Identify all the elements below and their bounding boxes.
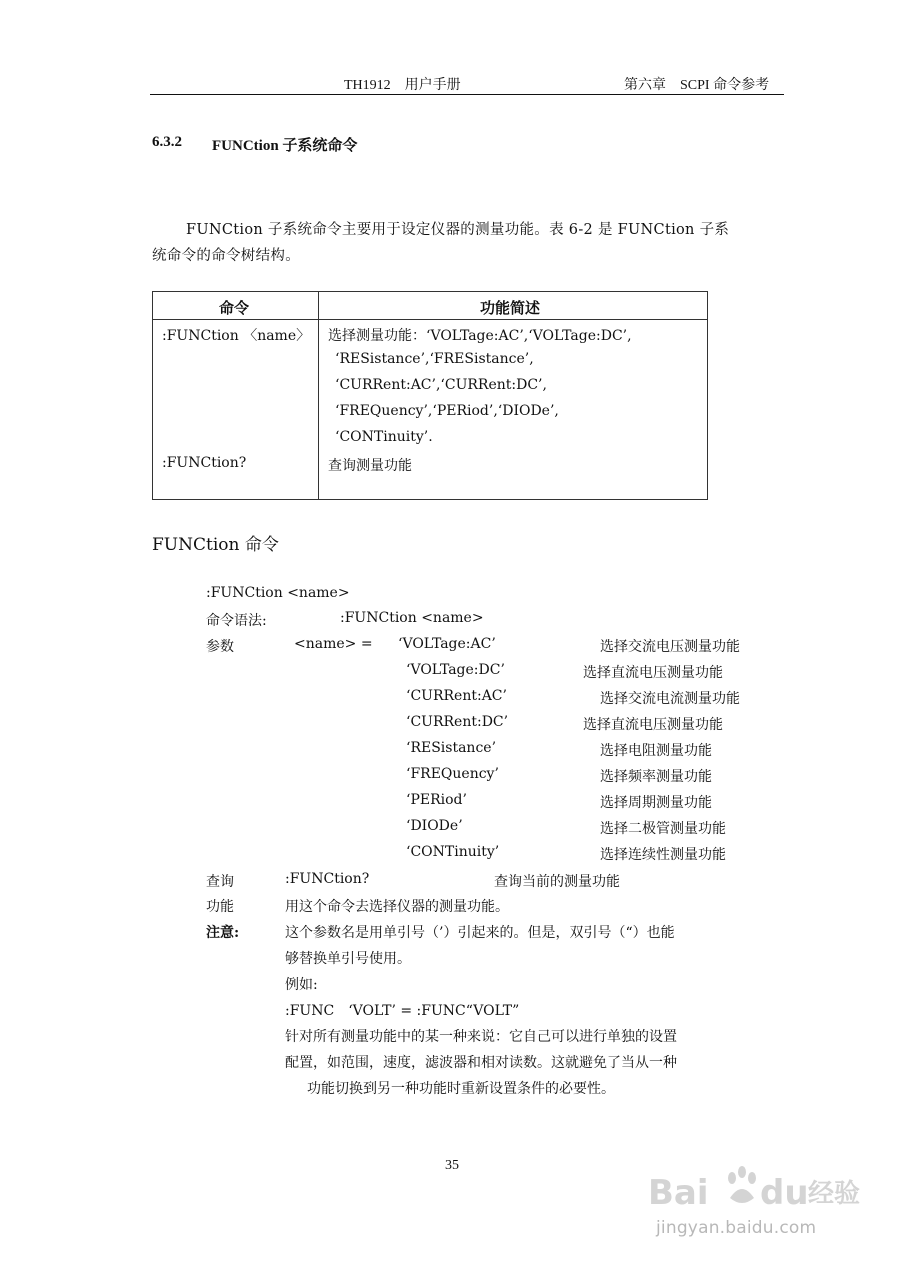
table-cell-desc-line: 选择测量功能：‘VOLTage:AC’,‘VOLTage:DC’,: [328, 328, 632, 344]
param-value: ‘CURRent:DC’: [406, 714, 509, 730]
function-description: 用这个命令去选择仪器的测量功能。: [285, 899, 509, 915]
header-rule: [150, 94, 784, 95]
param-value: ‘DIODe’: [406, 818, 463, 834]
param-value: ‘VOLTage:AC’: [398, 636, 496, 652]
intro-line-1: FUNCtion 子系统命令主要用于设定仪器的测量功能。表 6-2 是 FUNCtion 子系: [186, 222, 730, 238]
param-desc: 选择交流电压测量功能: [600, 639, 740, 655]
table-header-command: 命令: [219, 299, 250, 317]
syntax-value: :FUNCtion <name>: [340, 610, 484, 626]
command-heading: FUNCtion 命令: [152, 535, 279, 555]
table-cell-command: :FUNCtion 〈name〉: [162, 328, 311, 344]
page-number: 35: [445, 1158, 459, 1173]
param-desc: 选择频率测量功能: [600, 769, 712, 785]
table-cell-desc-line: ‘RESistance’,‘FRESistance’,: [335, 351, 534, 367]
note-line: 功能切换到另一种功能时重新设置条件的必要性。: [307, 1081, 615, 1097]
params-label: 参数: [206, 639, 234, 655]
param-value: ‘FREQuency’: [406, 766, 499, 782]
params-name: <name> =: [294, 636, 373, 652]
table-cell-desc-line: ‘CONTinuity’.: [335, 429, 433, 445]
param-value: ‘RESistance’: [406, 740, 497, 756]
command-table: [152, 291, 708, 500]
note-example: :FUNC ‘VOLT’ = :FUNC“VOLT”: [285, 1003, 520, 1019]
param-value: ‘PERiod’: [406, 792, 467, 808]
svg-text:du: du: [760, 1173, 809, 1213]
table-cell-desc-line: 查询测量功能: [328, 458, 412, 474]
table-column-rule: [318, 292, 319, 499]
query-label: 查询: [206, 874, 234, 890]
header-chapter: 第六章 SCPI 命令参考: [624, 78, 770, 93]
param-desc: 选择二极管测量功能: [600, 821, 726, 837]
table-cell-command: :FUNCtion?: [162, 455, 247, 471]
query-command: :FUNCtion?: [285, 871, 370, 887]
header-doc-title: TH1912 用户手册: [344, 78, 461, 93]
param-value: ‘CONTinuity’: [406, 844, 500, 860]
param-value: ‘CURRent:AC’: [406, 688, 507, 704]
table-cell-desc-line: ‘CURRent:AC’,‘CURRent:DC’,: [335, 377, 547, 393]
command-signature: :FUNCtion <name>: [206, 585, 350, 601]
table-header-rule: [153, 319, 707, 320]
note-line: 够替换单引号使用。: [285, 951, 411, 967]
param-desc: 选择连续性测量功能: [600, 847, 726, 863]
section-title: FUNCtion 子系统命令: [212, 138, 358, 154]
svg-text:Bai: Bai: [648, 1173, 709, 1213]
param-desc: 选择直流电压测量功能: [583, 665, 723, 681]
intro-line-2: 统命令的命令树结构。: [152, 248, 300, 264]
param-value: ‘VOLTage:DC’: [406, 662, 505, 678]
note-line: 配置，如范围，速度，滤波器和相对读数。这就避免了当从一种: [285, 1055, 677, 1071]
note-line: 这个参数名是用单引号（’）引起来的。但是，双引号（“）也能: [285, 925, 675, 941]
note-line: 例如:: [285, 977, 318, 993]
note-line: 针对所有测量功能中的某一种来说：它自己可以进行单独的设置: [285, 1029, 677, 1045]
function-label: 功能: [206, 899, 234, 915]
section-number: 6.3.2: [152, 134, 182, 150]
table-cell-desc-line: ‘FREQuency’,‘PERiod’,‘DIODe’,: [335, 403, 559, 419]
watermark-url: jingyan.baidu.com: [656, 1218, 817, 1238]
param-desc: 选择交流电流测量功能: [600, 691, 740, 707]
param-desc: 选择周期测量功能: [600, 795, 712, 811]
note-label: 注意:: [206, 925, 240, 941]
table-header-description: 功能简述: [480, 299, 541, 317]
param-desc: 选择电阻测量功能: [600, 743, 712, 759]
svg-text:经验: 经验: [808, 1179, 861, 1209]
query-description: 查询当前的测量功能: [494, 874, 620, 890]
param-desc: 选择直流电压测量功能: [583, 717, 723, 733]
syntax-label: 命令语法:: [206, 613, 267, 629]
